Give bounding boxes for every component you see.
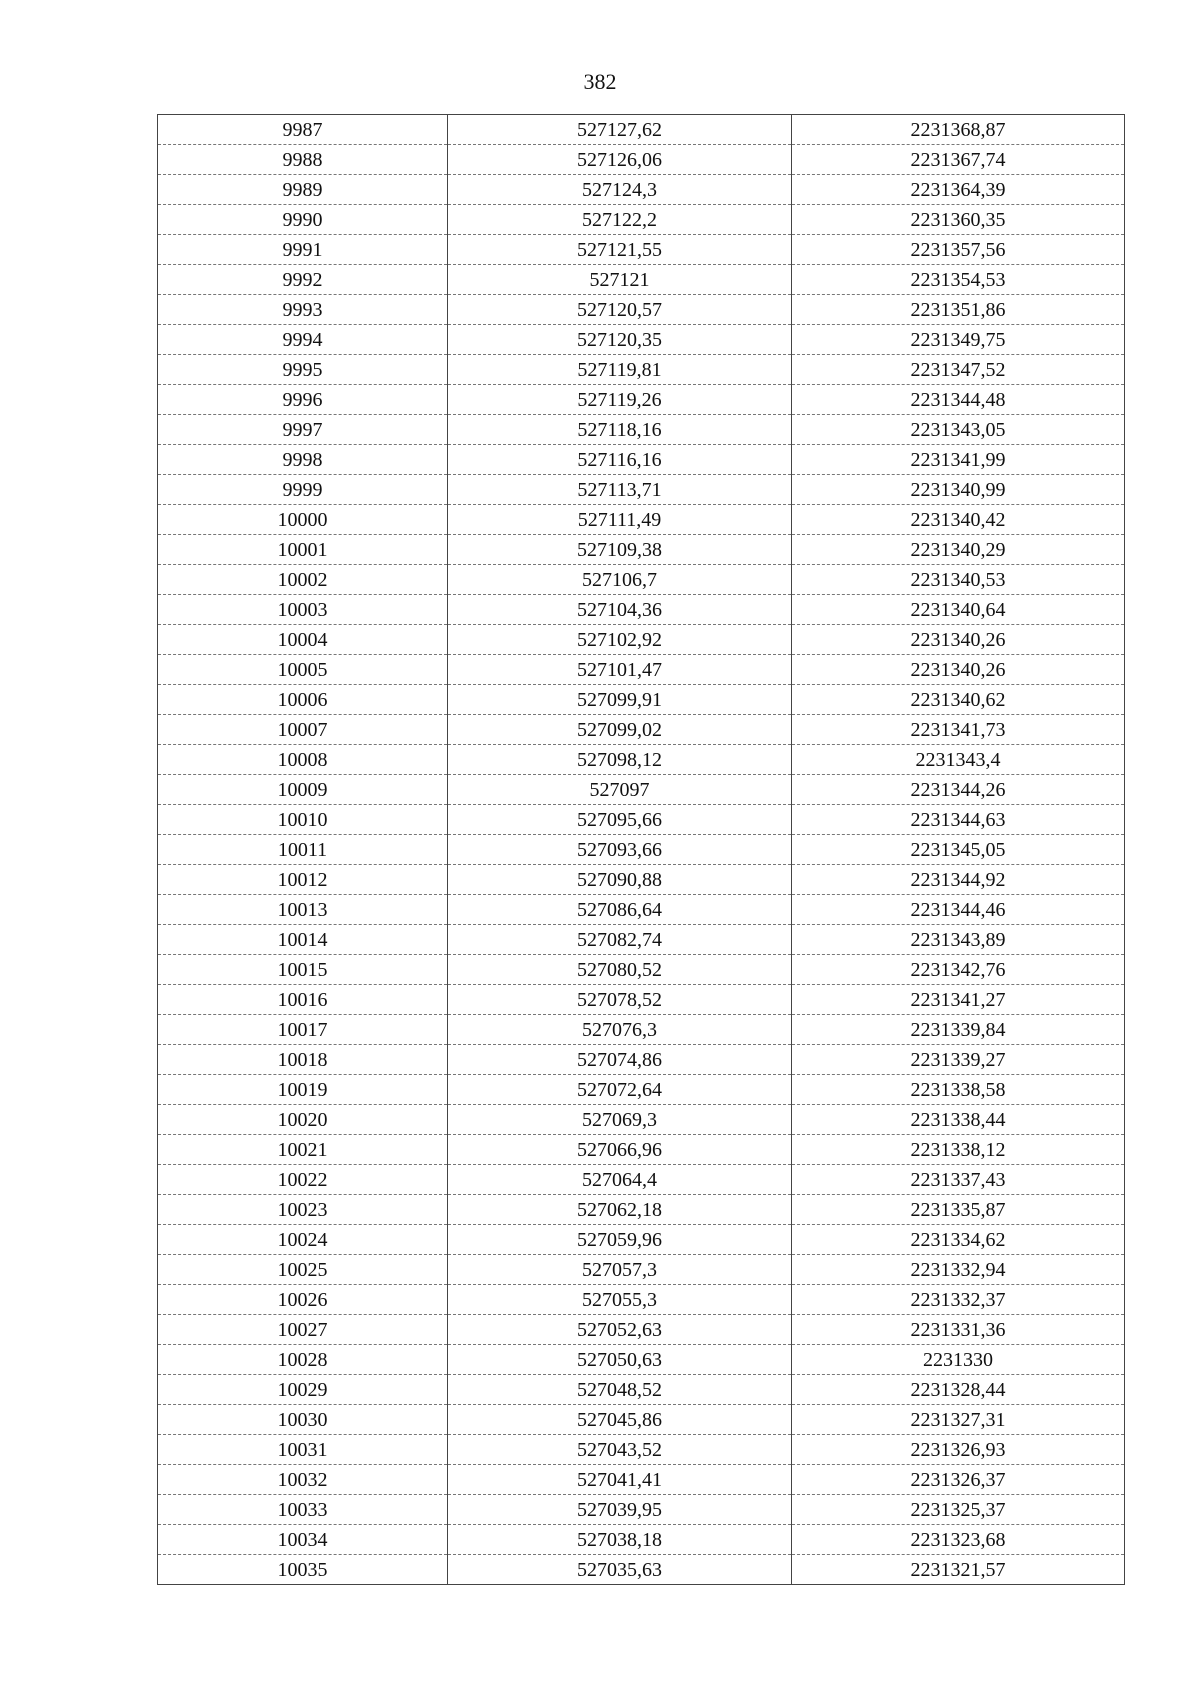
x-coordinate-cell: 527120,35 (448, 325, 792, 355)
point-number-cell: 9995 (158, 355, 448, 385)
x-coordinate-cell: 527076,3 (448, 1015, 792, 1045)
point-number-cell: 9997 (158, 415, 448, 445)
x-coordinate-cell: 527069,3 (448, 1105, 792, 1135)
point-number-cell: 9991 (158, 235, 448, 265)
x-coordinate-cell: 527080,52 (448, 955, 792, 985)
x-coordinate-cell: 527043,52 (448, 1435, 792, 1465)
table-row (158, 1495, 1125, 1525)
table-row (158, 865, 1125, 895)
x-coordinate-cell: 527052,63 (448, 1315, 792, 1345)
x-coordinate-cell: 527095,66 (448, 805, 792, 835)
point-number-cell: 10023 (158, 1195, 448, 1225)
y-coordinate-cell: 2231360,35 (792, 205, 1125, 235)
y-coordinate-cell: 2231332,37 (792, 1285, 1125, 1315)
coordinates-table-body (158, 115, 1125, 1585)
x-coordinate-cell: 527119,81 (448, 355, 792, 385)
table-row (158, 235, 1125, 265)
point-number-cell: 10027 (158, 1315, 448, 1345)
y-coordinate-cell: 2231325,37 (792, 1495, 1125, 1525)
y-coordinate-cell: 2231340,29 (792, 535, 1125, 565)
y-coordinate-cell: 2231364,39 (792, 175, 1125, 205)
table-row (158, 1525, 1125, 1555)
x-coordinate-cell: 527099,91 (448, 685, 792, 715)
y-coordinate-cell: 2231330 (792, 1345, 1125, 1375)
x-coordinate-cell: 527120,57 (448, 295, 792, 325)
y-coordinate-cell: 2231343,05 (792, 415, 1125, 445)
point-number-cell: 10035 (158, 1555, 448, 1585)
y-coordinate-cell: 2231328,44 (792, 1375, 1125, 1405)
point-number-cell: 9994 (158, 325, 448, 355)
x-coordinate-cell: 527074,86 (448, 1045, 792, 1075)
table-row (158, 1075, 1125, 1105)
x-coordinate-cell: 527102,92 (448, 625, 792, 655)
point-number-cell: 10019 (158, 1075, 448, 1105)
x-coordinate-cell: 527057,3 (448, 1255, 792, 1285)
x-coordinate-cell: 527098,12 (448, 745, 792, 775)
table-row (158, 265, 1125, 295)
y-coordinate-cell: 2231344,26 (792, 775, 1125, 805)
x-coordinate-cell: 527090,88 (448, 865, 792, 895)
x-coordinate-cell: 527104,36 (448, 595, 792, 625)
point-number-cell: 10024 (158, 1225, 448, 1255)
table-row (158, 535, 1125, 565)
point-number-cell: 10014 (158, 925, 448, 955)
point-number-cell: 9992 (158, 265, 448, 295)
table-row (158, 355, 1125, 385)
point-number-cell: 10031 (158, 1435, 448, 1465)
point-number-cell: 10026 (158, 1285, 448, 1315)
y-coordinate-cell: 2231340,53 (792, 565, 1125, 595)
y-coordinate-cell: 2231338,12 (792, 1135, 1125, 1165)
x-coordinate-cell: 527121,55 (448, 235, 792, 265)
x-coordinate-cell: 527064,4 (448, 1165, 792, 1195)
x-coordinate-cell: 527039,95 (448, 1495, 792, 1525)
y-coordinate-cell: 2231368,87 (792, 115, 1125, 145)
point-number-cell: 10012 (158, 865, 448, 895)
x-coordinate-cell: 527066,96 (448, 1135, 792, 1165)
table-row (158, 295, 1125, 325)
x-coordinate-cell: 527101,47 (448, 655, 792, 685)
point-number-cell: 10022 (158, 1165, 448, 1195)
y-coordinate-cell: 2231340,26 (792, 655, 1125, 685)
table-row (158, 1135, 1125, 1165)
table-row (158, 595, 1125, 625)
x-coordinate-cell: 527099,02 (448, 715, 792, 745)
point-number-cell: 9998 (158, 445, 448, 475)
table-row (158, 565, 1125, 595)
x-coordinate-cell: 527113,71 (448, 475, 792, 505)
x-coordinate-cell: 527045,86 (448, 1405, 792, 1435)
y-coordinate-cell: 2231344,63 (792, 805, 1125, 835)
y-coordinate-cell: 2231338,44 (792, 1105, 1125, 1135)
table-row (158, 925, 1125, 955)
table-row (158, 475, 1125, 505)
point-number-cell: 9999 (158, 475, 448, 505)
x-coordinate-cell: 527041,41 (448, 1465, 792, 1495)
point-number-cell: 9993 (158, 295, 448, 325)
y-coordinate-cell: 2231351,86 (792, 295, 1125, 325)
point-number-cell: 10032 (158, 1465, 448, 1495)
y-coordinate-cell: 2231344,46 (792, 895, 1125, 925)
point-number-cell: 9996 (158, 385, 448, 415)
table-row (158, 175, 1125, 205)
table-row (158, 685, 1125, 715)
point-number-cell: 10005 (158, 655, 448, 685)
y-coordinate-cell: 2231342,76 (792, 955, 1125, 985)
point-number-cell: 10008 (158, 745, 448, 775)
point-number-cell: 10009 (158, 775, 448, 805)
y-coordinate-cell: 2231332,94 (792, 1255, 1125, 1285)
table-row (158, 745, 1125, 775)
y-coordinate-cell: 2231344,92 (792, 865, 1125, 895)
table-row (158, 115, 1125, 145)
point-number-cell: 10025 (158, 1255, 448, 1285)
y-coordinate-cell: 2231335,87 (792, 1195, 1125, 1225)
point-number-cell: 10020 (158, 1105, 448, 1135)
y-coordinate-cell: 2231345,05 (792, 835, 1125, 865)
point-number-cell: 10004 (158, 625, 448, 655)
y-coordinate-cell: 2231339,84 (792, 1015, 1125, 1045)
x-coordinate-cell: 527097 (448, 775, 792, 805)
point-number-cell: 10013 (158, 895, 448, 925)
x-coordinate-cell: 527124,3 (448, 175, 792, 205)
x-coordinate-cell: 527035,63 (448, 1555, 792, 1585)
y-coordinate-cell: 2231323,68 (792, 1525, 1125, 1555)
point-number-cell: 10034 (158, 1525, 448, 1555)
point-number-cell: 10016 (158, 985, 448, 1015)
x-coordinate-cell: 527059,96 (448, 1225, 792, 1255)
point-number-cell: 10033 (158, 1495, 448, 1525)
y-coordinate-cell: 2231339,27 (792, 1045, 1125, 1075)
point-number-cell: 10006 (158, 685, 448, 715)
x-coordinate-cell: 527116,16 (448, 445, 792, 475)
y-coordinate-cell: 2231347,52 (792, 355, 1125, 385)
y-coordinate-cell: 2231321,57 (792, 1555, 1125, 1585)
point-number-cell: 10021 (158, 1135, 448, 1165)
table-row (158, 775, 1125, 805)
point-number-cell: 10010 (158, 805, 448, 835)
point-number-cell: 10028 (158, 1345, 448, 1375)
x-coordinate-cell: 527121 (448, 265, 792, 295)
y-coordinate-cell: 2231331,36 (792, 1315, 1125, 1345)
table-row (158, 655, 1125, 685)
x-coordinate-cell: 527062,18 (448, 1195, 792, 1225)
x-coordinate-cell: 527119,26 (448, 385, 792, 415)
point-number-cell: 9989 (158, 175, 448, 205)
x-coordinate-cell: 527055,3 (448, 1285, 792, 1315)
x-coordinate-cell: 527109,38 (448, 535, 792, 565)
table-row (158, 1045, 1125, 1075)
x-coordinate-cell: 527078,52 (448, 985, 792, 1015)
x-coordinate-cell: 527111,49 (448, 505, 792, 535)
point-number-cell: 10000 (158, 505, 448, 535)
table-row (158, 1345, 1125, 1375)
table-row (158, 445, 1125, 475)
point-number-cell: 10015 (158, 955, 448, 985)
table-row (158, 1315, 1125, 1345)
x-coordinate-cell: 527093,66 (448, 835, 792, 865)
y-coordinate-cell: 2231338,58 (792, 1075, 1125, 1105)
point-number-cell: 10029 (158, 1375, 448, 1405)
table-row (158, 625, 1125, 655)
point-number-cell: 10001 (158, 535, 448, 565)
y-coordinate-cell: 2231341,99 (792, 445, 1125, 475)
table-row (158, 1465, 1125, 1495)
table-row (158, 415, 1125, 445)
y-coordinate-cell: 2231343,89 (792, 925, 1125, 955)
y-coordinate-cell: 2231337,43 (792, 1165, 1125, 1195)
table-row (158, 715, 1125, 745)
y-coordinate-cell: 2231341,73 (792, 715, 1125, 745)
point-number-cell: 10011 (158, 835, 448, 865)
point-number-cell: 10030 (158, 1405, 448, 1435)
x-coordinate-cell: 527050,63 (448, 1345, 792, 1375)
y-coordinate-cell: 2231343,4 (792, 745, 1125, 775)
table-row (158, 985, 1125, 1015)
table-row (158, 895, 1125, 925)
y-coordinate-cell: 2231349,75 (792, 325, 1125, 355)
y-coordinate-cell: 2231354,53 (792, 265, 1125, 295)
x-coordinate-cell: 527118,16 (448, 415, 792, 445)
x-coordinate-cell: 527038,18 (448, 1525, 792, 1555)
table-row (158, 1435, 1125, 1465)
table-row (158, 805, 1125, 835)
point-number-cell: 9990 (158, 205, 448, 235)
x-coordinate-cell: 527048,52 (448, 1375, 792, 1405)
table-row (158, 385, 1125, 415)
table-row (158, 1225, 1125, 1255)
x-coordinate-cell: 527122,2 (448, 205, 792, 235)
x-coordinate-cell: 527106,7 (448, 565, 792, 595)
x-coordinate-cell: 527082,74 (448, 925, 792, 955)
table-row (158, 1405, 1125, 1435)
table-row (158, 1255, 1125, 1285)
y-coordinate-cell: 2231326,37 (792, 1465, 1125, 1495)
y-coordinate-cell: 2231334,62 (792, 1225, 1125, 1255)
y-coordinate-cell: 2231344,48 (792, 385, 1125, 415)
table-row (158, 955, 1125, 985)
y-coordinate-cell: 2231340,42 (792, 505, 1125, 535)
y-coordinate-cell: 2231341,27 (792, 985, 1125, 1015)
table-row (158, 205, 1125, 235)
table-row (158, 1195, 1125, 1225)
point-number-cell: 10002 (158, 565, 448, 595)
y-coordinate-cell: 2231357,56 (792, 235, 1125, 265)
point-number-cell: 10018 (158, 1045, 448, 1075)
point-number-cell: 10003 (158, 595, 448, 625)
y-coordinate-cell: 2231340,99 (792, 475, 1125, 505)
point-number-cell: 9987 (158, 115, 448, 145)
y-coordinate-cell: 2231340,26 (792, 625, 1125, 655)
table-row (158, 1105, 1125, 1135)
coordinates-table (157, 114, 1125, 1585)
y-coordinate-cell: 2231326,93 (792, 1435, 1125, 1465)
x-coordinate-cell: 527086,64 (448, 895, 792, 925)
y-coordinate-cell: 2231367,74 (792, 145, 1125, 175)
point-number-cell: 10017 (158, 1015, 448, 1045)
table-row (158, 1375, 1125, 1405)
y-coordinate-cell: 2231327,31 (792, 1405, 1125, 1435)
table-row (158, 1165, 1125, 1195)
point-number-cell: 10007 (158, 715, 448, 745)
x-coordinate-cell: 527126,06 (448, 145, 792, 175)
table-row (158, 835, 1125, 865)
y-coordinate-cell: 2231340,64 (792, 595, 1125, 625)
table-row (158, 1555, 1125, 1585)
table-row (158, 505, 1125, 535)
x-coordinate-cell: 527127,62 (448, 115, 792, 145)
y-coordinate-cell: 2231340,62 (792, 685, 1125, 715)
x-coordinate-cell: 527072,64 (448, 1075, 792, 1105)
table-row (158, 145, 1125, 175)
table-row (158, 325, 1125, 355)
point-number-cell: 9988 (158, 145, 448, 175)
table-row (158, 1285, 1125, 1315)
table-row (158, 1015, 1125, 1045)
page-number: 382 (583, 69, 617, 94)
